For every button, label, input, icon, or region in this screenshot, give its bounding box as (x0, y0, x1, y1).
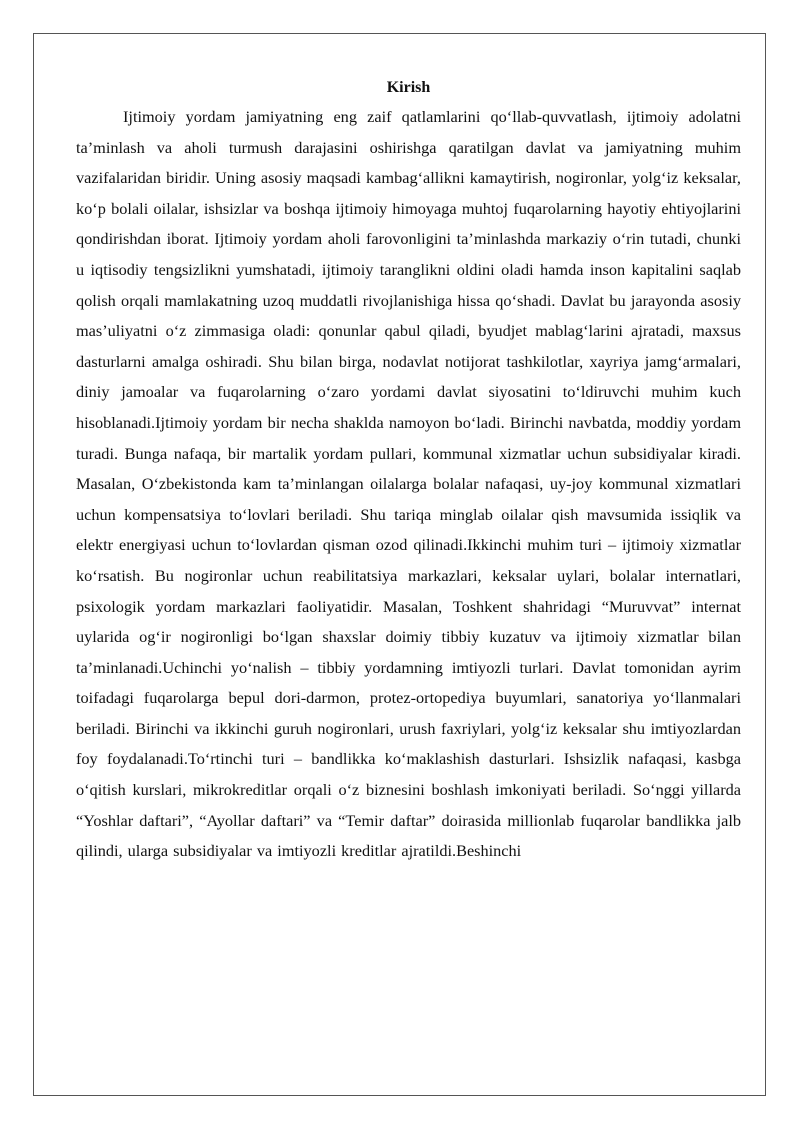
document-title: Kirish (386, 79, 431, 96)
document-body-paragraph: Ijtimoiy yordam jamiyatning eng zaif qatlamlarini qo‘llab-quvvatlash, ijtimoiy adolatni ta’minlash va aholi turmush darajasini oshirishga qaratilgan davlat va jamiyatning muhim vazifalaridan biridir. Uning asosiy maqsadi kambag‘allikni kamaytirish, nogironlar, yolg‘iz keksalar, ko‘p bolali oilalar, ishsizlar va boshqa ijtimoiy himoyaga muhtoj fuqarolarning hayotiy ehtiyojlarini qondirishdan iborat. Ijtimoiy yordam aholi farovonligini ta’minlashda markaziy o‘rin tutadi, chunki u iqtisodiy tengsizlikni yumshatadi, ijtimoiy taranglikni oldini oladi hamda inson kapitalini saqlab qolish orqali mamlakatning uzoq muddatli rivojlanishiga hissa qo‘shadi. Davlat bu jarayonda asosiy mas’uliyatni o‘z zimmasiga oladi: qonunlar qabul qiladi, byudjet mablag‘larini ajratadi, maxsus dasturlarni amalga oshiradi. Shu bilan birga, nodavlat notijorat tashkilotlar, xayriya jamg‘armalari, diniy jamoalar va fuqarolarning o‘zaro yordami davlat siyosatini to‘ldiruvchi muhim kuch hisoblanadi.Ijtimoiy yordam bir necha shaklda namoyon bo‘ladi. Birinchi navbatda, moddiy yordam turadi. Bunga nafaqa, bir martalik yordam pullari, kommunal xizmatlar uchun subsidiyalar kiradi. Masalan, O‘zbekistonda kam ta’minlangan oilalarga bolalar nafaqasi, uy-joy kommunal xizmatlari uchun kompensatsiya to‘lovlari beriladi. Shu tariqa minglab oilalar qish mavsumida issiqlik va elektr energiyasi uchun to‘lovlardan qisman ozod qilinadi.Ikkinchi muhim turi – ijtimoiy xizmatlar ko‘rsatish. Bu nogironlar uchun reabilitatsiya markazlari, keksalar uylari, bolalar internatlari, psixologik yordam markazlari faoliyatidir. Masalan, Toshkent shahridagi “Muruvvat” internat uylarida og‘ir nogironligi bo‘lgan shaxslar doimiy tibbiy kuzatuv va ijtimoiy xizmatlar bilan ta’minlanadi.Uchinchi yo‘nalish – tibbiy yordamning imtiyozli turlari. Davlat tomonidan ayrim toifadagi fuqarolarga bepul dori-darmon, protez-ortopediya buyumlari, sanatoriya yo‘llanmalari beriladi. Birinchi va ikkinchi guruh nogironlari, urush faxriylari, yolg‘iz keksalar shu imtiyozlardan foy foydalanadi.To‘rtinchi turi – bandlikka ko‘maklashish dasturlari. Ishsizlik nafaqasi, kasbga o‘qitish kurslari, mikrokreditlar orqali o‘z biznesini boshlash imkoniyati beriladi. So‘nggi yillarda “Yoshlar daftari”, “Ayollar daftari” va “Temir daftar” doirasida millionlab fuqarolar bandlikka jalb qilindi, ularga subsidiyalar va imtiyozli kreditlar ajratildi.Beshinchi (76, 107, 741, 861)
document-content (76, 74, 741, 867)
